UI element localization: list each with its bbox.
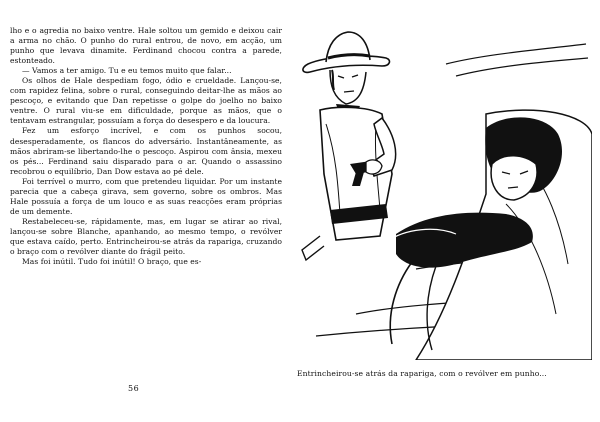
- cowboy-face: [330, 70, 366, 104]
- paragraph: — Vamos a ter amigo. Tu e eu temos muito que falar...: [22, 66, 232, 76]
- paragraph: Os olhos de Hale despediam fogo, ódio e crueldade. Lançou-se, com rapidez felina, sobre o rural, conseguindo deitar-lhe as mãos ao pescoço, e evitando que Dan repetisse o golpe do joelho no baixo ventre. O rural viu-se em dificuldade, porque as mãos, que o tentavam estrangular, possuíam a força do desespero e da loucura.: [10, 76, 282, 126]
- paragraph: Restabeleceu-se, rápidamente, mas, em lugar se atirar ao rival, lançou-se sobre Blanche, apanhando, ao mesmo tempo, o revólver que estava caído, perto. Entrincheirou-se atrás da rapariga, cruzando o braço com o revólver diante do frágil peito.: [10, 216, 282, 257]
- illustration-caption: Entrincheirou-se atrás da rapariga, com o revólver em punho...: [297, 369, 547, 378]
- paragraph: lho e o agredia no baixo ventre. Hale soltou um gemido e deixou cair a arma no chão. O punho do rural entrou, de novo, em acção, um punho que levava dinamite. Ferdinand chocou contra a parede, estonteado.: [10, 26, 282, 66]
- left-page: [10, 26, 282, 267]
- page-number: 56: [128, 384, 140, 393]
- body-text: [10, 26, 282, 267]
- paragraph: Mas foi inútil. Tudo foi inútil! O braço, que es-: [22, 257, 202, 267]
- illustration-cowboy-and-woman: [296, 14, 592, 360]
- cowboy-hat: [303, 32, 390, 72]
- paragraph: Fez um esforço incrível, e com os punhos socou, desesperadamente, os flancos do adversário. Instantâneamente, as mãos abriram-se libertando-lhe o pescoço. Aspirou com ânsia, mexeu os pés... Ferdinand saiu disparado para o ar. Quando o assassino recobrou o equilíbrio, Dan Dow estava ao pé dele.: [10, 126, 282, 176]
- paragraph: Foi terrível o murro, com que pretendeu liquidar. Por um instante parecia que a cabeça girava, sem governo, sobre os ombros. Mas Hale possuía a força de um louco e as suas reacções eram próprias de um demente.: [10, 176, 282, 216]
